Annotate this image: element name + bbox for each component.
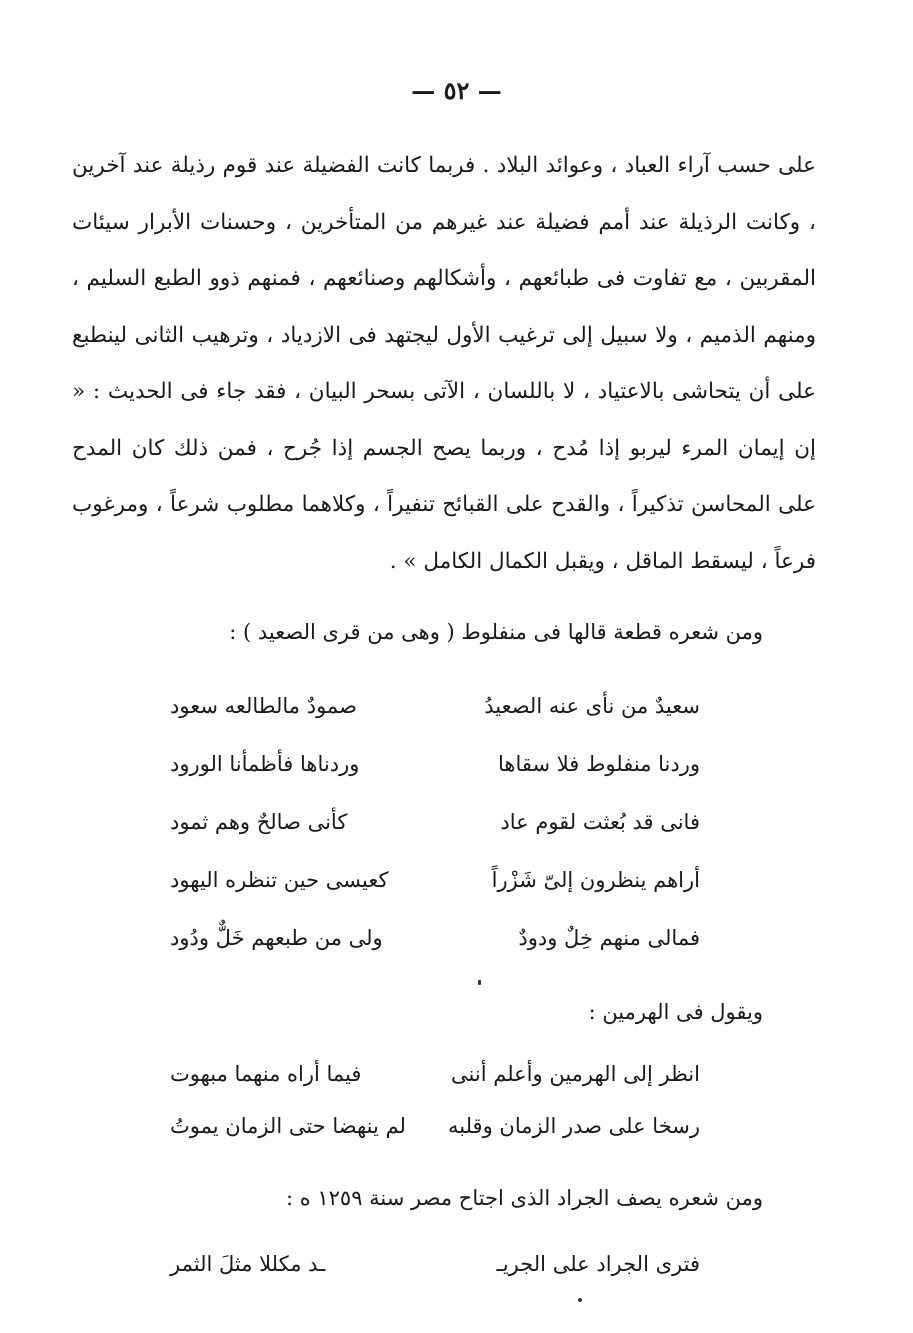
verse-first-hemistich: أراهم ينظرون إلىّ شَزْراً: [491, 868, 700, 892]
verse-second-hemistich: فيما أراه منهما مبهوت: [170, 1062, 362, 1086]
print-speck: [578, 1298, 582, 1302]
verse-second-hemistich: ـد مكللا مثلَ الثمر: [170, 1252, 326, 1276]
verse-second-hemistich: وردناها فأظمأنا الورود: [170, 752, 360, 776]
body-paragraph: على حسب آراء العباد ، وعوائد البلاد . فربما كانت الفضيلة عند قوم رذيلة عند آخرين ، وكانت الرذيلة عند أمم فضيلة عند غيرهم من المتأخرين ، وحسنات الأبرار سيئات المقربين ، مع تفاوت فى طبائعهم ، وأشكالهم وصنائعهم ، فمنهم ذوو الطبع السليم ، ومنهم الذميم ، ولا سبيل إلى ترغيب الأول ليجتهد فى الازدياد ، وترهيب الثانى لينطبع على أن يتحاشى بالاعتياد ، لا باللسان ، الآتى بسحر البيان ، فقد جاء فى الحديث : « إن إيمان المرء ليربو إذا مُدح ، وربما يصح الجسم إذا جُرح ، فمن ذلك كان المدح على المحاسن تذكيراً ، والقدح على القبائح تنفيراً ، وكلاهما مطلوب شرعاً ، ومرغوب فرعاً ، ليسقط الماقل ، ويقبل الكمال الكامل » .: [72, 153, 816, 574]
verse-first-hemistich: وردنا منفلوط فلا سقاها: [498, 752, 700, 776]
verse-first-hemistich: فمالى منهم خِلٌ ودودٌ: [518, 926, 700, 950]
verse-line: [170, 1104, 700, 1148]
verse-second-hemistich: لم ينهضا حتى الزمان يموتُ: [170, 1114, 406, 1138]
poem-intro-locusts: ومن شعره يصف الجراد الذى اجتاح مصر سنة ١٢٥٩ ه :: [285, 1186, 763, 1210]
verse-line: [170, 916, 700, 960]
verse-first-hemistich: فترى الجراد على الجريـ: [496, 1252, 700, 1276]
page-number: — ٥٢ —: [411, 76, 502, 105]
verse-second-hemistich: ولى من طبعهم خَلٌّ ودُود: [170, 926, 383, 950]
poem-intro-pyramids: ويقول فى الهرمين :: [588, 1000, 763, 1024]
verse-line: [170, 1052, 700, 1096]
print-speck: [478, 980, 481, 985]
verse-second-hemistich: كأنى صالحٌ وهم ثمود: [170, 810, 348, 834]
verse-first-hemistich: انظر إلى الهرمين وأعلم أننى: [451, 1062, 700, 1086]
verse-first-hemistich: فانى قد بُعثت لقوم عاد: [500, 810, 700, 834]
poem-intro-manfalut: ومن شعره قطعة قالها فى منفلوط ( وهى من قرى الصعيد ) :: [229, 620, 763, 644]
verse-first-hemistich: رسخا على صدر الزمان وقلبه: [448, 1114, 700, 1138]
verse-second-hemistich: كعيسى حين تنظره اليهود: [170, 868, 389, 892]
verse-line: [170, 684, 700, 728]
verse-line: [170, 742, 700, 786]
verse-second-hemistich: صمودٌ مالطالعه سعود: [170, 694, 357, 718]
verse-line: [170, 858, 700, 902]
verse-first-hemistich: سعيدٌ من نأى عنه الصعيدُ: [484, 694, 700, 718]
verse-line: [170, 800, 700, 844]
verse-line: [170, 1242, 700, 1286]
